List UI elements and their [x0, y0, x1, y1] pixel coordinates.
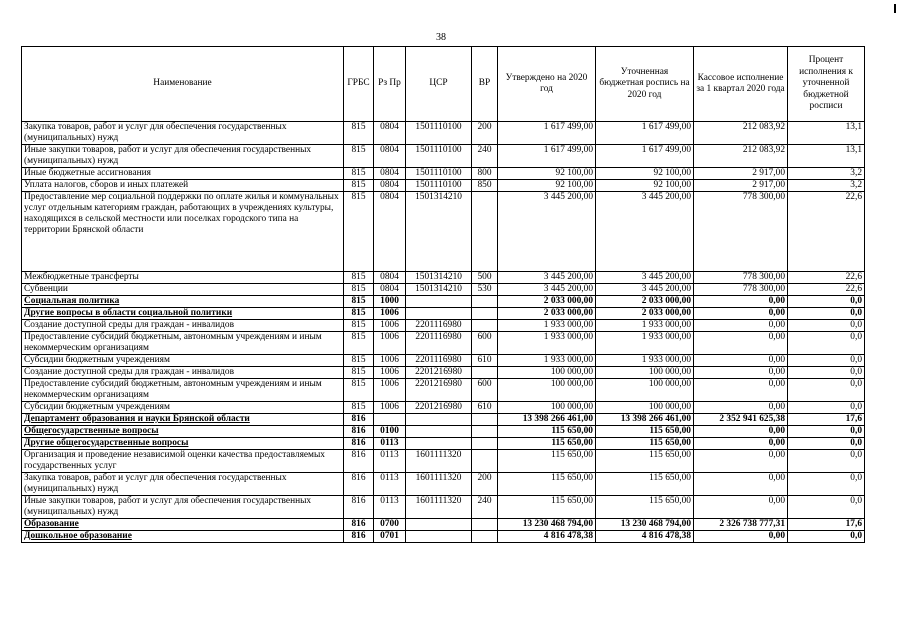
cell-cash: 0,00	[694, 367, 788, 379]
cell-vr	[472, 367, 498, 379]
cell-cash: 212 083,92	[694, 145, 788, 168]
cell-csr: 1501110100	[406, 145, 472, 168]
cell-name: Субсидии бюджетным учреждениям	[22, 355, 344, 367]
cell-percent: 3,2	[788, 168, 865, 180]
header-vr: ВР	[472, 47, 498, 122]
cell-rzpr: 0113	[374, 450, 406, 473]
cell-grbs: 815	[344, 308, 374, 320]
cell-percent: 0,0	[788, 320, 865, 332]
cell-approved: 3 445 200,00	[498, 284, 596, 296]
cell-refined: 115 650,00	[596, 473, 694, 496]
cell-rzpr: 1006	[374, 402, 406, 414]
cell-vr: 240	[472, 496, 498, 519]
cell-grbs: 816	[344, 519, 374, 531]
cell-approved: 3 445 200,00	[498, 192, 596, 272]
cell-percent: 3,2	[788, 180, 865, 192]
table-row	[22, 367, 865, 379]
cell-vr	[472, 531, 498, 543]
cell-cash: 778 300,00	[694, 284, 788, 296]
table-row	[22, 402, 865, 414]
cell-percent: 13,1	[788, 145, 865, 168]
cell-vr: 600	[472, 332, 498, 355]
cell-name: Предоставление субсидий бюджетным, автономным учреждениям и иным некоммерческим организациям	[22, 379, 344, 402]
cell-grbs: 815	[344, 296, 374, 308]
table-body	[22, 122, 865, 543]
cell-vr	[472, 296, 498, 308]
cell-approved: 92 100,00	[498, 180, 596, 192]
cell-percent: 0,0	[788, 367, 865, 379]
cell-rzpr: 0804	[374, 272, 406, 284]
cell-refined: 3 445 200,00	[596, 272, 694, 284]
cell-approved: 2 033 000,00	[498, 296, 596, 308]
cell-grbs: 815	[344, 355, 374, 367]
cell-refined: 2 033 000,00	[596, 296, 694, 308]
cell-grbs: 816	[344, 531, 374, 543]
cell-refined: 3 445 200,00	[596, 192, 694, 272]
cell-vr: 500	[472, 272, 498, 284]
cell-name: Иные бюджетные ассигнования	[22, 168, 344, 180]
cell-csr: 2201216980	[406, 402, 472, 414]
cell-refined: 115 650,00	[596, 450, 694, 473]
cell-csr: 2201116980	[406, 320, 472, 332]
cell-rzpr: 0100	[374, 426, 406, 438]
header-refined: Уточненная бюджетная роспись на 2020 год	[596, 47, 694, 122]
cell-percent: 0,0	[788, 496, 865, 519]
cell-csr	[406, 519, 472, 531]
cell-approved: 100 000,00	[498, 367, 596, 379]
header-percent: Процент исполнения к уточненной бюджетной росписи	[788, 47, 865, 122]
cell-grbs: 816	[344, 473, 374, 496]
cell-refined: 100 000,00	[596, 379, 694, 402]
cell-approved: 2 033 000,00	[498, 308, 596, 320]
cell-approved: 115 650,00	[498, 450, 596, 473]
cell-approved: 1 933 000,00	[498, 355, 596, 367]
cell-vr	[472, 414, 498, 426]
cell-csr: 1501110100	[406, 122, 472, 145]
cell-csr	[406, 438, 472, 450]
cell-cash: 0,00	[694, 402, 788, 414]
cell-rzpr: 0113	[374, 438, 406, 450]
cell-grbs: 815	[344, 180, 374, 192]
cell-csr	[406, 308, 472, 320]
cell-vr: 850	[472, 180, 498, 192]
cell-cash: 2 326 738 777,31	[694, 519, 788, 531]
cell-rzpr: 0804	[374, 192, 406, 272]
cell-approved: 1 933 000,00	[498, 320, 596, 332]
table-row	[22, 296, 865, 308]
cell-name: Социальная политика	[22, 296, 344, 308]
cell-rzpr: 0113	[374, 496, 406, 519]
cell-percent: 0,0	[788, 308, 865, 320]
cell-refined: 100 000,00	[596, 402, 694, 414]
cell-cash: 2 352 941 625,38	[694, 414, 788, 426]
table-row	[22, 332, 865, 355]
cell-grbs: 815	[344, 122, 374, 145]
cell-approved: 100 000,00	[498, 379, 596, 402]
table-row	[22, 414, 865, 426]
table-row	[22, 496, 865, 519]
cell-percent: 0,0	[788, 402, 865, 414]
cell-percent: 13,1	[788, 122, 865, 145]
cell-percent: 22,6	[788, 192, 865, 272]
table-row	[22, 450, 865, 473]
cell-refined: 92 100,00	[596, 168, 694, 180]
header-approved: Утверждено на 2020 год	[498, 47, 596, 122]
cell-grbs: 816	[344, 496, 374, 519]
cell-name: Другие вопросы в области социальной политики	[22, 308, 344, 320]
cell-csr: 1501110100	[406, 180, 472, 192]
cell-vr	[472, 450, 498, 473]
cell-percent: 0,0	[788, 450, 865, 473]
header-name: Наименование	[22, 47, 344, 122]
cell-approved: 115 650,00	[498, 438, 596, 450]
cell-percent: 17,6	[788, 519, 865, 531]
cell-rzpr: 0804	[374, 284, 406, 296]
cell-csr: 2201216980	[406, 379, 472, 402]
table-row	[22, 426, 865, 438]
cell-rzpr: 0701	[374, 531, 406, 543]
cell-rzpr: 1006	[374, 320, 406, 332]
cell-rzpr: 0804	[374, 168, 406, 180]
cell-cash: 778 300,00	[694, 272, 788, 284]
cell-grbs: 815	[344, 192, 374, 272]
cell-refined: 1 617 499,00	[596, 145, 694, 168]
cell-name: Субвенции	[22, 284, 344, 296]
budget-table	[21, 46, 865, 543]
table-row	[22, 355, 865, 367]
cell-refined: 1 933 000,00	[596, 332, 694, 355]
cell-name: Уплата налогов, сборов и иных платежей	[22, 180, 344, 192]
table-row	[22, 145, 865, 168]
cell-approved: 100 000,00	[498, 402, 596, 414]
cell-approved: 115 650,00	[498, 473, 596, 496]
cell-rzpr: 1000	[374, 296, 406, 308]
table-row	[22, 272, 865, 284]
cell-name: Предоставление субсидий бюджетным, автономным учреждениям и иным некоммерческим организациям	[22, 332, 344, 355]
cell-grbs: 815	[344, 367, 374, 379]
cell-name: Департамент образования и науки Брянской области	[22, 414, 344, 426]
table-row	[22, 192, 865, 272]
cell-csr: 1601111320	[406, 450, 472, 473]
cell-approved: 1 617 499,00	[498, 145, 596, 168]
cell-csr: 1601111320	[406, 473, 472, 496]
cell-vr	[472, 192, 498, 272]
cell-csr	[406, 296, 472, 308]
cell-refined: 115 650,00	[596, 496, 694, 519]
cell-percent: 17,6	[788, 414, 865, 426]
cell-rzpr: 0804	[374, 145, 406, 168]
table-row	[22, 519, 865, 531]
cell-csr: 2201216980	[406, 367, 472, 379]
header-rzpr: Рз Пр	[374, 47, 406, 122]
cell-refined: 13 398 266 461,00	[596, 414, 694, 426]
cell-grbs: 816	[344, 450, 374, 473]
cell-grbs: 815	[344, 168, 374, 180]
cell-rzpr: 1006	[374, 332, 406, 355]
cell-name: Закупка товаров, работ и услуг для обеспечения государственных (муниципальных) нужд	[22, 122, 344, 145]
cell-csr: 2201116980	[406, 355, 472, 367]
cell-vr	[472, 426, 498, 438]
cell-csr: 1601111320	[406, 496, 472, 519]
cell-vr: 240	[472, 145, 498, 168]
cell-name: Субсидии бюджетным учреждениям	[22, 402, 344, 414]
cell-csr: 1501314210	[406, 192, 472, 272]
cell-name: Общегосударственные вопросы	[22, 426, 344, 438]
page-number: 38	[436, 32, 446, 43]
cell-refined: 92 100,00	[596, 180, 694, 192]
table-row	[22, 473, 865, 496]
cell-csr: 1501314210	[406, 284, 472, 296]
cell-approved: 92 100,00	[498, 168, 596, 180]
table-row	[22, 531, 865, 543]
cell-cash: 0,00	[694, 496, 788, 519]
table-row	[22, 122, 865, 145]
header-csr: ЦСР	[406, 47, 472, 122]
cell-csr: 1501110100	[406, 168, 472, 180]
cell-refined: 115 650,00	[596, 426, 694, 438]
cell-name: Закупка товаров, работ и услуг для обеспечения государственных (муниципальных) нужд	[22, 473, 344, 496]
cell-cash: 0,00	[694, 379, 788, 402]
cell-name: Иные закупки товаров, работ и услуг для обеспечения государственных (муниципальных) нужд	[22, 496, 344, 519]
cell-cash: 2 917,00	[694, 180, 788, 192]
cell-grbs: 815	[344, 272, 374, 284]
cell-refined: 1 933 000,00	[596, 320, 694, 332]
cell-cash: 0,00	[694, 296, 788, 308]
cell-vr: 610	[472, 355, 498, 367]
header-cash: Кассовое исполнение за 1 квартал 2020 года	[694, 47, 788, 122]
cell-approved: 13 398 266 461,00	[498, 414, 596, 426]
table-header-row	[22, 47, 865, 122]
cell-vr: 200	[472, 122, 498, 145]
cell-approved: 1 617 499,00	[498, 122, 596, 145]
cell-csr: 2201116980	[406, 332, 472, 355]
cell-approved: 1 933 000,00	[498, 332, 596, 355]
table-row	[22, 438, 865, 450]
cell-refined: 4 816 478,38	[596, 531, 694, 543]
cell-refined: 115 650,00	[596, 438, 694, 450]
cell-approved: 3 445 200,00	[498, 272, 596, 284]
cell-name: Дошкольное образование	[22, 531, 344, 543]
cell-percent: 0,0	[788, 438, 865, 450]
cell-rzpr: 0700	[374, 519, 406, 531]
cell-grbs: 816	[344, 438, 374, 450]
cell-rzpr: 1006	[374, 379, 406, 402]
cell-percent: 0,0	[788, 332, 865, 355]
cell-vr: 610	[472, 402, 498, 414]
cell-grbs: 815	[344, 332, 374, 355]
cell-cash: 0,00	[694, 426, 788, 438]
table-row	[22, 168, 865, 180]
table-row	[22, 284, 865, 296]
cell-refined: 1 933 000,00	[596, 355, 694, 367]
cell-grbs: 815	[344, 379, 374, 402]
cell-percent: 0,0	[788, 531, 865, 543]
cell-rzpr: 1006	[374, 355, 406, 367]
cell-cash: 0,00	[694, 355, 788, 367]
cell-cash: 0,00	[694, 531, 788, 543]
cell-refined: 1 617 499,00	[596, 122, 694, 145]
cell-percent: 0,0	[788, 296, 865, 308]
cell-name: Предоставление мер социальной поддержки по оплате жилья и коммунальных услуг отдельным категориям граждан, работающих в учреждениях культуры, находящихся в сельской местности или поселках городского типа на территории Брянской области	[22, 192, 344, 272]
cell-refined: 3 445 200,00	[596, 284, 694, 296]
cell-name: Создание доступной среды для граждан - инвалидов	[22, 367, 344, 379]
cell-vr	[472, 320, 498, 332]
cell-name: Организация и проведение независимой оценки качества предоставляемых государственных услуг	[22, 450, 344, 473]
cell-vr: 200	[472, 473, 498, 496]
cell-rzpr: 1006	[374, 367, 406, 379]
cell-percent: 22,6	[788, 284, 865, 296]
cell-vr	[472, 519, 498, 531]
cell-percent: 0,0	[788, 426, 865, 438]
cell-vr: 800	[472, 168, 498, 180]
cell-cash: 0,00	[694, 450, 788, 473]
cell-csr: 1501314210	[406, 272, 472, 284]
cell-name: Иные закупки товаров, работ и услуг для обеспечения государственных (муниципальных) нужд	[22, 145, 344, 168]
cell-refined: 100 000,00	[596, 367, 694, 379]
table-row	[22, 320, 865, 332]
cell-approved: 115 650,00	[498, 426, 596, 438]
cell-refined: 13 230 468 794,00	[596, 519, 694, 531]
cell-grbs: 816	[344, 414, 374, 426]
cell-rzpr	[374, 414, 406, 426]
cell-csr	[406, 531, 472, 543]
cell-name: Образование	[22, 519, 344, 531]
cell-approved: 4 816 478,38	[498, 531, 596, 543]
table-row	[22, 308, 865, 320]
cell-percent: 0,0	[788, 379, 865, 402]
cell-grbs: 815	[344, 145, 374, 168]
cell-cash: 0,00	[694, 320, 788, 332]
cell-vr: 600	[472, 379, 498, 402]
cell-rzpr: 0113	[374, 473, 406, 496]
cell-grbs: 815	[344, 320, 374, 332]
cell-rzpr: 0804	[374, 122, 406, 145]
cell-csr	[406, 426, 472, 438]
cell-cash: 2 917,00	[694, 168, 788, 180]
header-grbs: ГРБС	[344, 47, 374, 122]
cell-percent: 0,0	[788, 355, 865, 367]
cell-approved: 115 650,00	[498, 496, 596, 519]
table-row	[22, 180, 865, 192]
cell-refined: 2 033 000,00	[596, 308, 694, 320]
cell-cash: 0,00	[694, 438, 788, 450]
cell-cash: 0,00	[694, 473, 788, 496]
cell-rzpr: 0804	[374, 180, 406, 192]
cell-grbs: 815	[344, 402, 374, 414]
cell-approved: 13 230 468 794,00	[498, 519, 596, 531]
cell-cash: 0,00	[694, 308, 788, 320]
cell-csr	[406, 414, 472, 426]
cell-name: Создание доступной среды для граждан - инвалидов	[22, 320, 344, 332]
cell-grbs: 815	[344, 284, 374, 296]
cell-grbs: 816	[344, 426, 374, 438]
cell-vr: 530	[472, 284, 498, 296]
table-row	[22, 379, 865, 402]
cell-cash: 778 300,00	[694, 192, 788, 272]
cell-cash: 0,00	[694, 332, 788, 355]
cell-percent: 0,0	[788, 473, 865, 496]
cell-rzpr: 1006	[374, 308, 406, 320]
cell-vr	[472, 438, 498, 450]
page-edge-mark	[894, 4, 896, 13]
cell-name: Межбюджетные трансферты	[22, 272, 344, 284]
cell-cash: 212 083,92	[694, 122, 788, 145]
cell-percent: 22,6	[788, 272, 865, 284]
cell-vr	[472, 308, 498, 320]
cell-name: Другие общегосударственные вопросы	[22, 438, 344, 450]
